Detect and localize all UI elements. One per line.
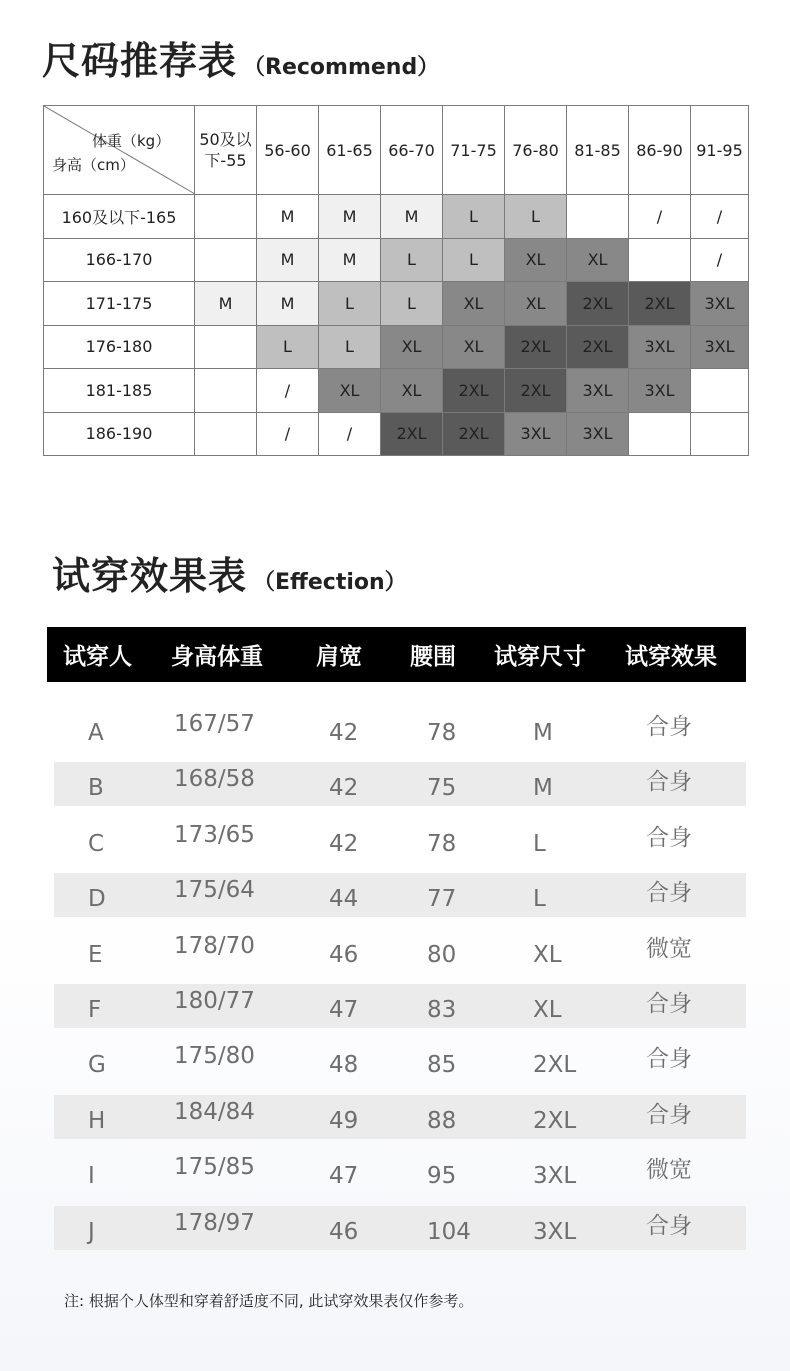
- size-cell: 3XL: [691, 282, 749, 326]
- fit-effect-row: [54, 707, 746, 751]
- waist-cell: 80: [427, 941, 457, 968]
- waist-cell: 85: [427, 1052, 457, 1079]
- shoulder-cell: 44: [329, 886, 359, 913]
- corner-weight-label: 体重（kg）: [92, 132, 171, 150]
- fit-result-cell: 合身: [646, 769, 692, 796]
- size-cell: 2XL: [505, 325, 567, 369]
- height-weight-cell: 175/64: [174, 877, 255, 904]
- weight-column-header: 56-60: [257, 106, 319, 195]
- weight-column-header: 61-65: [319, 106, 381, 195]
- size-cell: 2XL: [381, 412, 443, 456]
- size-cell: 3XL: [567, 369, 629, 413]
- waist-cell: 75: [427, 775, 457, 802]
- fit-result-cell: 合身: [646, 714, 692, 740]
- fit-effect-row: [54, 1039, 746, 1083]
- person-cell: F: [88, 997, 102, 1023]
- weight-column-header: 86-90: [629, 106, 691, 195]
- shoulder-cell: 47: [329, 997, 359, 1023]
- shoulder-cell: 46: [329, 1218, 359, 1245]
- header-height-weight: 身高体重: [171, 644, 263, 670]
- size-table-row: [44, 195, 749, 239]
- shoulder-cell: 42: [329, 830, 359, 857]
- size-cell: L: [257, 325, 319, 369]
- trial-size-cell: 3XL: [533, 1163, 577, 1190]
- size-cell: 3XL: [629, 325, 691, 369]
- fit-effect-title-cn: 试穿效果表: [52, 554, 248, 598]
- size-cell: /: [257, 412, 319, 456]
- weight-column-header: 76-80: [505, 106, 567, 195]
- header-person: 试穿人: [63, 644, 132, 670]
- trial-size-cell: 2XL: [533, 1107, 577, 1134]
- size-cell: 3XL: [691, 325, 749, 369]
- size-cell: L: [443, 238, 505, 282]
- shoulder-cell: 42: [329, 775, 359, 802]
- height-weight-cell: 184/84: [174, 1098, 255, 1125]
- fit-result-cell: 合身: [646, 1046, 692, 1073]
- shoulder-cell: 47: [329, 1163, 359, 1190]
- fit-effect-row: [54, 1150, 746, 1194]
- trial-size-cell: M: [533, 775, 553, 802]
- size-cell: [567, 195, 629, 239]
- person-cell: B: [88, 775, 104, 802]
- trial-size-cell: 3XL: [533, 1218, 577, 1245]
- size-chart-title-en: （Recommend）: [243, 55, 440, 80]
- fit-result-cell: 合身: [646, 1101, 692, 1128]
- height-weight-cell: 175/85: [174, 1154, 255, 1181]
- size-cell: M: [319, 238, 381, 282]
- height-range-cell: 186-190: [44, 412, 195, 456]
- fit-effect-row: [54, 929, 746, 973]
- size-cell: [195, 412, 257, 456]
- height-weight-cell: 178/97: [174, 1209, 255, 1236]
- size-cell: L: [443, 195, 505, 239]
- size-cell: XL: [505, 282, 567, 326]
- fit-effect-row: [54, 984, 746, 1028]
- size-cell: L: [319, 282, 381, 326]
- size-table-row: [44, 325, 749, 369]
- size-cell: XL: [505, 238, 567, 282]
- weight-column-header: 91-95: [691, 106, 749, 195]
- header-shoulder: 肩宽: [316, 644, 362, 670]
- size-cell: /: [691, 195, 749, 239]
- size-table-corner-cell: [44, 106, 195, 195]
- fit-result-cell: 微宽: [646, 1157, 692, 1184]
- size-cell: XL: [319, 369, 381, 413]
- height-range-cell: 176-180: [44, 325, 195, 369]
- height-range-cell: 181-185: [44, 369, 195, 413]
- size-chart-title-cn: 尺码推荐表: [42, 39, 238, 83]
- weight-column-header: 81-85: [567, 106, 629, 195]
- size-cell: /: [257, 369, 319, 413]
- size-cell: [691, 369, 749, 413]
- fit-effect-row: [54, 818, 746, 862]
- size-cell: M: [257, 282, 319, 326]
- height-weight-cell: 178/70: [174, 932, 255, 959]
- size-cell: 2XL: [629, 282, 691, 326]
- size-cell: [195, 325, 257, 369]
- size-table-row: [44, 369, 749, 413]
- size-cell: L: [381, 238, 443, 282]
- disclaimer-note: 注: 根据个人体型和穿着舒适度不同, 此试穿效果表仅作参考。: [64, 1292, 474, 1310]
- person-cell: G: [88, 1052, 106, 1079]
- size-cell: /: [691, 238, 749, 282]
- height-range-cell: 166-170: [44, 238, 195, 282]
- size-cell: XL: [381, 369, 443, 413]
- fit-result-cell: 合身: [646, 991, 692, 1017]
- fit-effect-row: [54, 762, 746, 806]
- size-cell: [629, 238, 691, 282]
- size-cell: 2XL: [567, 282, 629, 326]
- shoulder-cell: 49: [329, 1107, 359, 1134]
- size-table-row: [44, 282, 749, 326]
- fit-result-cell: 合身: [646, 1212, 692, 1239]
- person-cell: J: [88, 1218, 95, 1245]
- trial-size-cell: L: [533, 886, 546, 913]
- header-waist: 腰围: [410, 644, 456, 670]
- size-cell: [629, 412, 691, 456]
- waist-cell: 88: [427, 1107, 457, 1134]
- size-cell: M: [257, 238, 319, 282]
- person-cell: E: [88, 941, 103, 968]
- size-cell: 2XL: [505, 369, 567, 413]
- height-weight-cell: 168/58: [174, 766, 255, 793]
- shoulder-cell: 48: [329, 1052, 359, 1079]
- header-trial-size: 试穿尺寸: [494, 644, 586, 670]
- height-weight-cell: 175/80: [174, 1043, 255, 1070]
- waist-cell: 78: [427, 720, 457, 746]
- size-cell: L: [319, 325, 381, 369]
- size-cell: 3XL: [629, 369, 691, 413]
- size-cell: 3XL: [567, 412, 629, 456]
- person-cell: D: [88, 886, 106, 913]
- shoulder-cell: 42: [329, 720, 359, 746]
- weight-column-header: 71-75: [443, 106, 505, 195]
- height-weight-cell: 167/57: [174, 711, 255, 737]
- size-table-row: [44, 238, 749, 282]
- size-cell: L: [505, 195, 567, 239]
- person-cell: I: [88, 1163, 95, 1190]
- size-cell: 3XL: [505, 412, 567, 456]
- corner-height-label: 身高（cm）: [52, 156, 135, 174]
- size-cell: M: [381, 195, 443, 239]
- size-cell: XL: [443, 282, 505, 326]
- fit-result-cell: 合身: [646, 880, 692, 907]
- person-cell: H: [88, 1107, 106, 1134]
- header-fit-result: 试穿效果: [625, 644, 717, 670]
- fit-result-cell: 合身: [646, 824, 692, 851]
- waist-cell: 95: [427, 1163, 457, 1190]
- size-cell: 2XL: [567, 325, 629, 369]
- size-cell: L: [381, 282, 443, 326]
- person-cell: C: [88, 830, 105, 857]
- weight-column-header: 66-70: [381, 106, 443, 195]
- size-cell: M: [195, 282, 257, 326]
- trial-size-cell: XL: [533, 941, 562, 968]
- size-cell: 2XL: [443, 369, 505, 413]
- fit-effect-row: [54, 1095, 746, 1139]
- fit-effect-title: [52, 545, 407, 600]
- size-table-row: [44, 412, 749, 456]
- size-cell: [195, 238, 257, 282]
- size-cell: 2XL: [443, 412, 505, 456]
- size-cell: [691, 412, 749, 456]
- waist-cell: 83: [427, 997, 457, 1023]
- size-cell: XL: [381, 325, 443, 369]
- trial-size-cell: XL: [533, 997, 562, 1023]
- height-weight-cell: 173/65: [174, 821, 255, 848]
- fit-effect-header-bar: [47, 627, 746, 682]
- size-cell: M: [257, 195, 319, 239]
- size-table-header-row: [44, 106, 749, 195]
- fit-effect-row: [54, 1206, 746, 1250]
- height-range-cell: 160及以下-165: [44, 195, 195, 239]
- person-cell: A: [88, 720, 104, 746]
- fit-effect-row: [54, 873, 746, 917]
- waist-cell: 78: [427, 830, 457, 857]
- size-cell: /: [629, 195, 691, 239]
- size-chart-title: [42, 30, 439, 85]
- size-recommend-table: [43, 105, 749, 456]
- trial-size-cell: L: [533, 830, 546, 857]
- height-range-cell: 171-175: [44, 282, 195, 326]
- fit-effect-title-en: （Effection）: [253, 570, 407, 595]
- trial-size-cell: M: [533, 720, 553, 746]
- waist-cell: 104: [427, 1218, 471, 1245]
- size-cell: XL: [567, 238, 629, 282]
- trial-size-cell: 2XL: [533, 1052, 577, 1079]
- size-cell: M: [319, 195, 381, 239]
- waist-cell: 77: [427, 886, 457, 913]
- fit-result-cell: 微宽: [646, 935, 692, 962]
- weight-column-header: 50及以下-55: [195, 106, 257, 195]
- size-cell: XL: [443, 325, 505, 369]
- size-cell: /: [319, 412, 381, 456]
- shoulder-cell: 46: [329, 941, 359, 968]
- size-cell: [195, 195, 257, 239]
- height-weight-cell: 180/77: [174, 988, 255, 1014]
- size-cell: [195, 369, 257, 413]
